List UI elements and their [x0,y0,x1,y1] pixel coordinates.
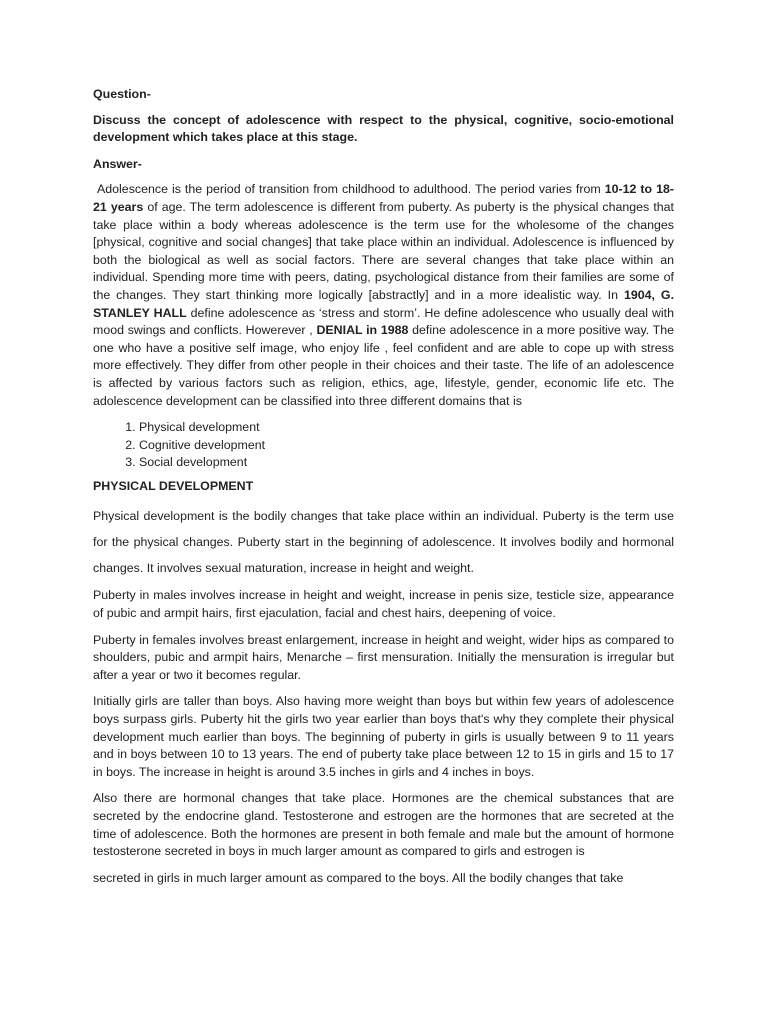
paragraph-puberty-females: Puberty in females involves breast enlargement, increase in height and weight, wider hips as compared to shoulders, pubic and armpit hairs, Menarche – first mensuration. Initially the mensuration is irregular but after a year or two it becomes regular. [93,632,674,682]
paragraph-hormonal-changes: Also there are hormonal changes that take place. Hormones are the chemical substances that are secreted by the endocrine gland. Testosterone and estrogen are the hormones that are secreted at the time of adolescence. Both the hormones are present in both female and male but the amount of hormone testosterone secreted in boys in much larger amount as compared to girls and estrogen is [93,791,674,859]
paragraph-continuation: secreted in girls in much larger amount as compared to the boys. All the bodily changes that take [93,870,624,885]
paragraph-growth-comparison: Initially girls are taller than boys. Also having more weight than boys but within few years of adolescence boys surpass girls. Puberty hit the girls two year earlier than boys that's why they complete their physical development much earlier than boys. The beginning of puberty in girls is usually between 9 to 11 years and in boys between 10 to 13 years. The end of puberty take place between 12 to 15 in girls and 15 to 17 in boys. The increase in height is around 3.5 inches in girls and 4 inches in boys. [93,694,674,779]
list-item: 3. Social development [139,454,674,472]
document-page [93,86,674,896]
intro-age-range: 10-12 to 18-21 years [93,182,674,214]
question-label: Question- [93,87,151,101]
answer-label: Answer- [93,156,142,171]
list-item: 2. Cognitive development [139,437,674,455]
intro-text-1: Adolescence is the period of transition from childhood to adulthood. The period varies from [93,182,605,197]
paragraph-puberty-males: Puberty in males involves increase in height and weight, increase in penis size, testicle size, appearance of pubic and armpit hairs, first ejaculation, facial and chest hairs, deepening of voice. [93,588,674,621]
domains-list [93,419,674,472]
list-item: 1. Physical development [139,419,674,437]
intro-hall-reference: 1904, G. STANLEY HALL [93,287,675,320]
physical-development-heading: PHYSICAL DEVELOPMENT [93,478,254,493]
question-text: Discuss the concept of adolescence with respect to the physical, cognitive, socio-emotional development which takes place at this stage. [93,112,674,145]
paragraph-physical-definition: Physical development is the bodily changes that take place within an individual. Puberty is the term use for the physical changes. Puberty start in the beginning of adolescence. It involves bodily and hormonal changes. It involves sexual maturation, increase in height and weight. [93,509,674,576]
intro-text-3: define adolescence as ‘stress and storm’. He define adolescence who usually deal with mood swings and conflicts. Howerever , [93,305,674,338]
intro-text-2: of age. The term adolescence is different from puberty. As puberty is the physical changes that take place within a body whereas adolescence is the term use for the wholesome of the changes [physical, cognitive and social changes] that take place within an individual. Adolescence is influenced by both the biological as well as social factors. There are several changes that take place within an individual. Spending more time with peers, dating, psychological distance from their families are some of the changes. They start thinking more logically [abstractly] and in a more idealistic way. In [93,199,674,302]
intro-paragraph [93,181,674,410]
intro-denial-reference: DENIAL in 1988 [316,323,409,338]
intro-text-4: define adolescence in a more positive way. The one who have a positive self image, who enjoy life , feel confident and are able to cope up with stress more effectively. They differ from other people in their choices and their taste. The life of an adolescence is affected by various factors such as religion, ethics, age, lifestyle, gender, economic life etc. The adolescence development can be classified into three different domains that is [93,323,675,408]
